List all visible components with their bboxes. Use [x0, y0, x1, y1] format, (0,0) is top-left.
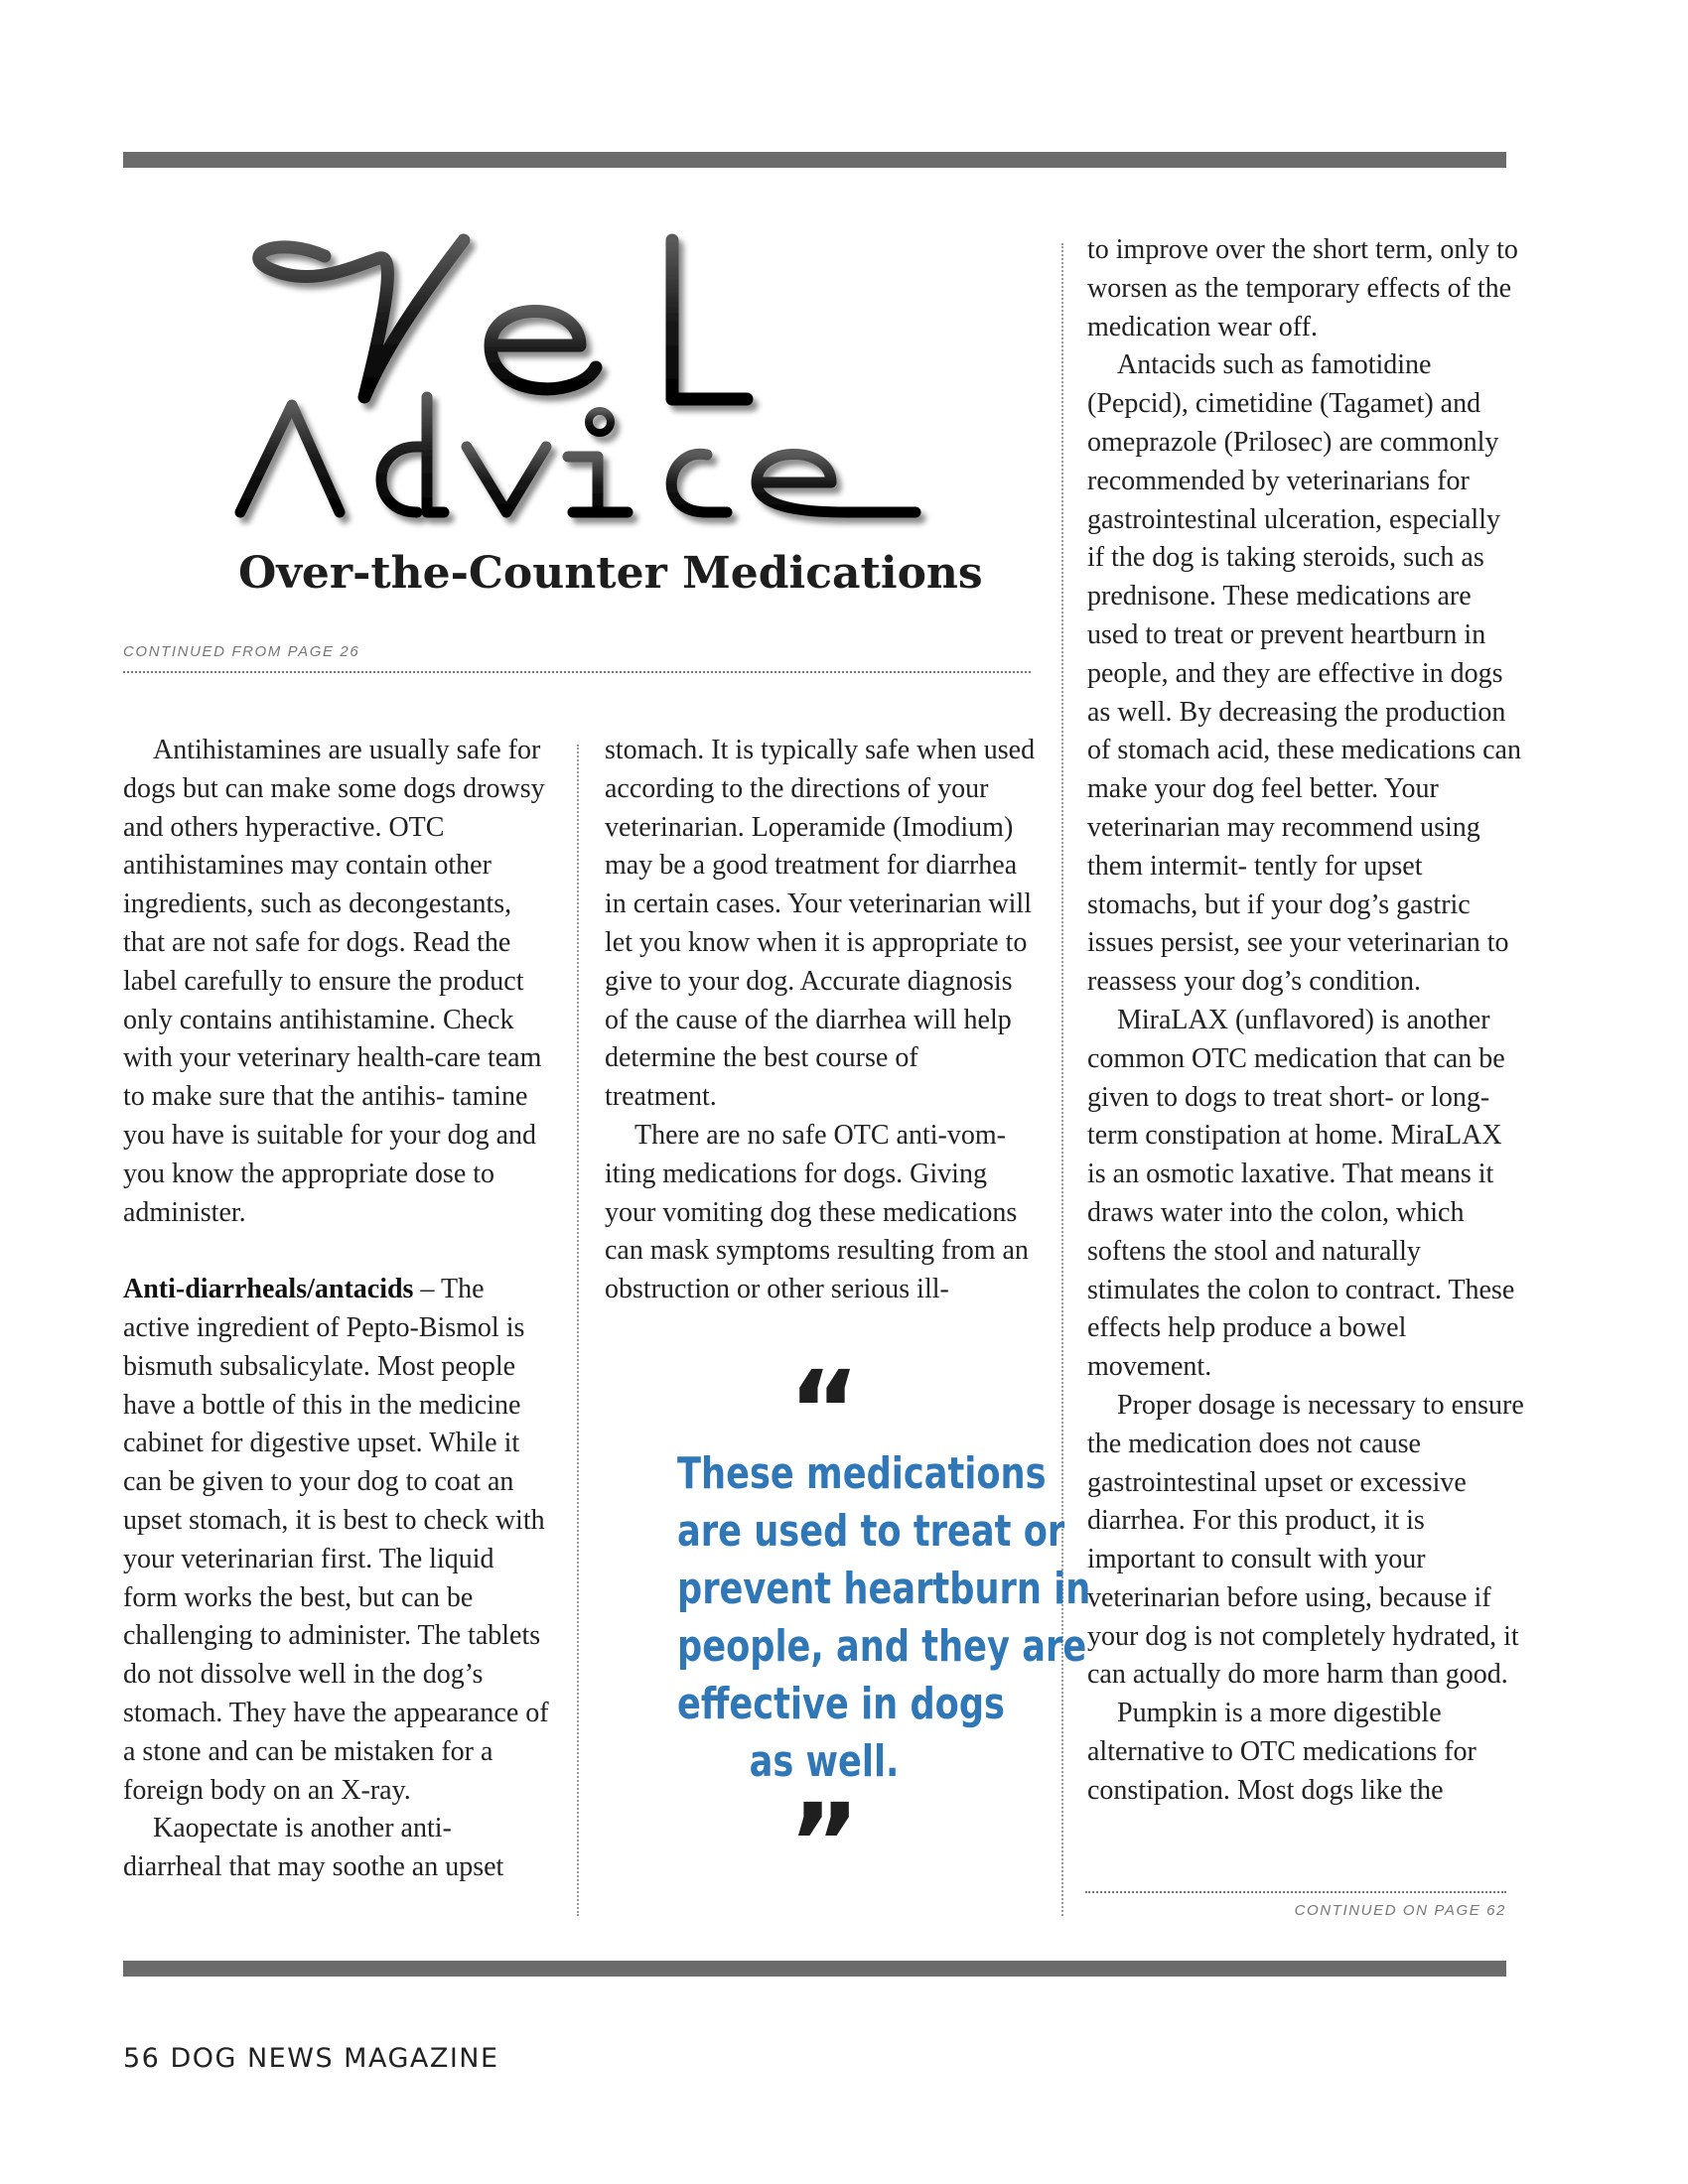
paragraph-miralax: MiraLAX (unflavored) is another common OTC medication that can be given to dogs to treat short- or long-term constipation at home. MiraLAX is an osmotic laxative. That means it draws water into the colon, which softens the stool and naturally stimulates the colon to contract. These effects help produce a bowel movement. [1087, 1004, 1515, 1383]
close-quote-mark: ” [787, 1780, 861, 1907]
paragraph-stomach: stomach. It is typically safe when used according to the directions of your veterinarian. Loperamide (Imodium) may be a good treatment for diarrhea in certain cases. Your veterinarian will let you know when it is appropriate to give to your dog. Accurate diagnosis of the cause of the diarrhea will help determine the best course of treatment. [605, 735, 1036, 1113]
dotted-divider-bottom [1085, 1891, 1506, 1893]
pull-quote [640, 1347, 1091, 1907]
bottom-rule-bar [123, 1961, 1506, 1977]
paragraph-anti-vomiting: There are no safe OTC anti-vom- iting medications for dogs. Giving your vomiting dog these medications can mask symptoms resulting from an obstruction or other serious ill- [605, 1119, 1029, 1305]
article-column-1 [123, 732, 550, 1887]
article-subtitle: Over-the-Counter Medications [238, 548, 983, 599]
paragraph-anti-diarrheals [123, 1271, 550, 1810]
paragraph-anti-diarrheals-text: – The active ingredient of Pepto-Bismol is bismuth subsalicylate. Most people have a bottle of this in the medicine cabinet for digestive upset. While it can be given to your dog to coat an upset stomach, it is best to check with your veterinarian first. The liquid form works the best, but can be challenging to administer. The tablets do not dissolve well in the dog’s stomach. They have the appearance of a stone and can be mistaken for a foreign body on an X-ray. [123, 1274, 549, 1806]
open-quote-mark: “ [787, 1347, 861, 1474]
paragraph-short-term: to improve over the short term, only to worsen as the temporary effects of the medication wear off. [1087, 234, 1518, 342]
paragraph-antacids: Antacids such as famotidine (Pepcid), cimetidine (Tagamet) and omeprazole (Prilosec) are commonly recommended by veterinarians for gastrointestinal ulceration, especially if the dog is taking steroids, such as prednisone. These medications are used to treat or prevent heartburn in people, and they are effective in dogs as well. By decreasing the production of stomach acid, these medications can make your dog feel better. Your veterinarian may recommend using them intermit- tently for upset stomachs, but if your dog’s gastric issues persist, see your veterinarian to reassess your dog’s condition. [1087, 349, 1521, 998]
paragraph-proper-dosage: Proper dosage is necessary to ensure the medication does not cause gastrointestinal upset or excessive diarrhea. For this product, it is important to consult with your veterinarian before using, because if your dog is not completely hydrated, it can actually do more harm than good. [1087, 1389, 1524, 1691]
pull-quote-line: effective in dogs [677, 1679, 1005, 1729]
pull-quote-line: prevent heartburn in [677, 1564, 1091, 1614]
pull-quote-line: people, and they are [677, 1621, 1087, 1672]
pull-quote-line: as well. [749, 1736, 900, 1787]
masthead-lettering [230, 228, 965, 546]
paragraph-kaopectate: Kaopectate is another anti- diarrheal that may soothe an upset [123, 1813, 504, 1883]
pull-quote-text [677, 1445, 1091, 1791]
continued-from-label: CONTINUED FROM PAGE 26 [123, 643, 360, 660]
pull-quote-line: are used to treat or [677, 1506, 1065, 1557]
page-footer: 56 DOG NEWS MAGAZINE [123, 2043, 499, 2074]
pull-quote-line: These medications [677, 1448, 1047, 1499]
paragraph-pumpkin: Pumpkin is a more digestible alternative to OTC medications for constipation. Most dogs like the [1087, 1698, 1477, 1806]
paragraph-antihistamines: Antihistamines are usually safe for dogs but can make some dogs drowsy and others hyperactive. OTC antihistamines may contain other ingredients, such as decongestants, that are not safe for dogs. Read the label carefully to ensure the product only contains antihistamine. Check with your veterinary health-care team to make sure that the antihis- tamine you have is suitable for your dog and you know the appropriate dose to administer. [123, 735, 545, 1228]
section-heading-anti-diarrheals: Anti-diarrheals/antacids [123, 1274, 414, 1305]
vet-advice-masthead-logo [230, 228, 965, 546]
dotted-divider-top [123, 671, 1031, 673]
top-rule-bar [123, 152, 1506, 168]
continued-on-label: CONTINUED ON PAGE 62 [1294, 1902, 1506, 1919]
article-column-3 [1087, 231, 1524, 1811]
article-column-2 [605, 732, 1037, 1309]
column-divider-1 [577, 745, 579, 1916]
